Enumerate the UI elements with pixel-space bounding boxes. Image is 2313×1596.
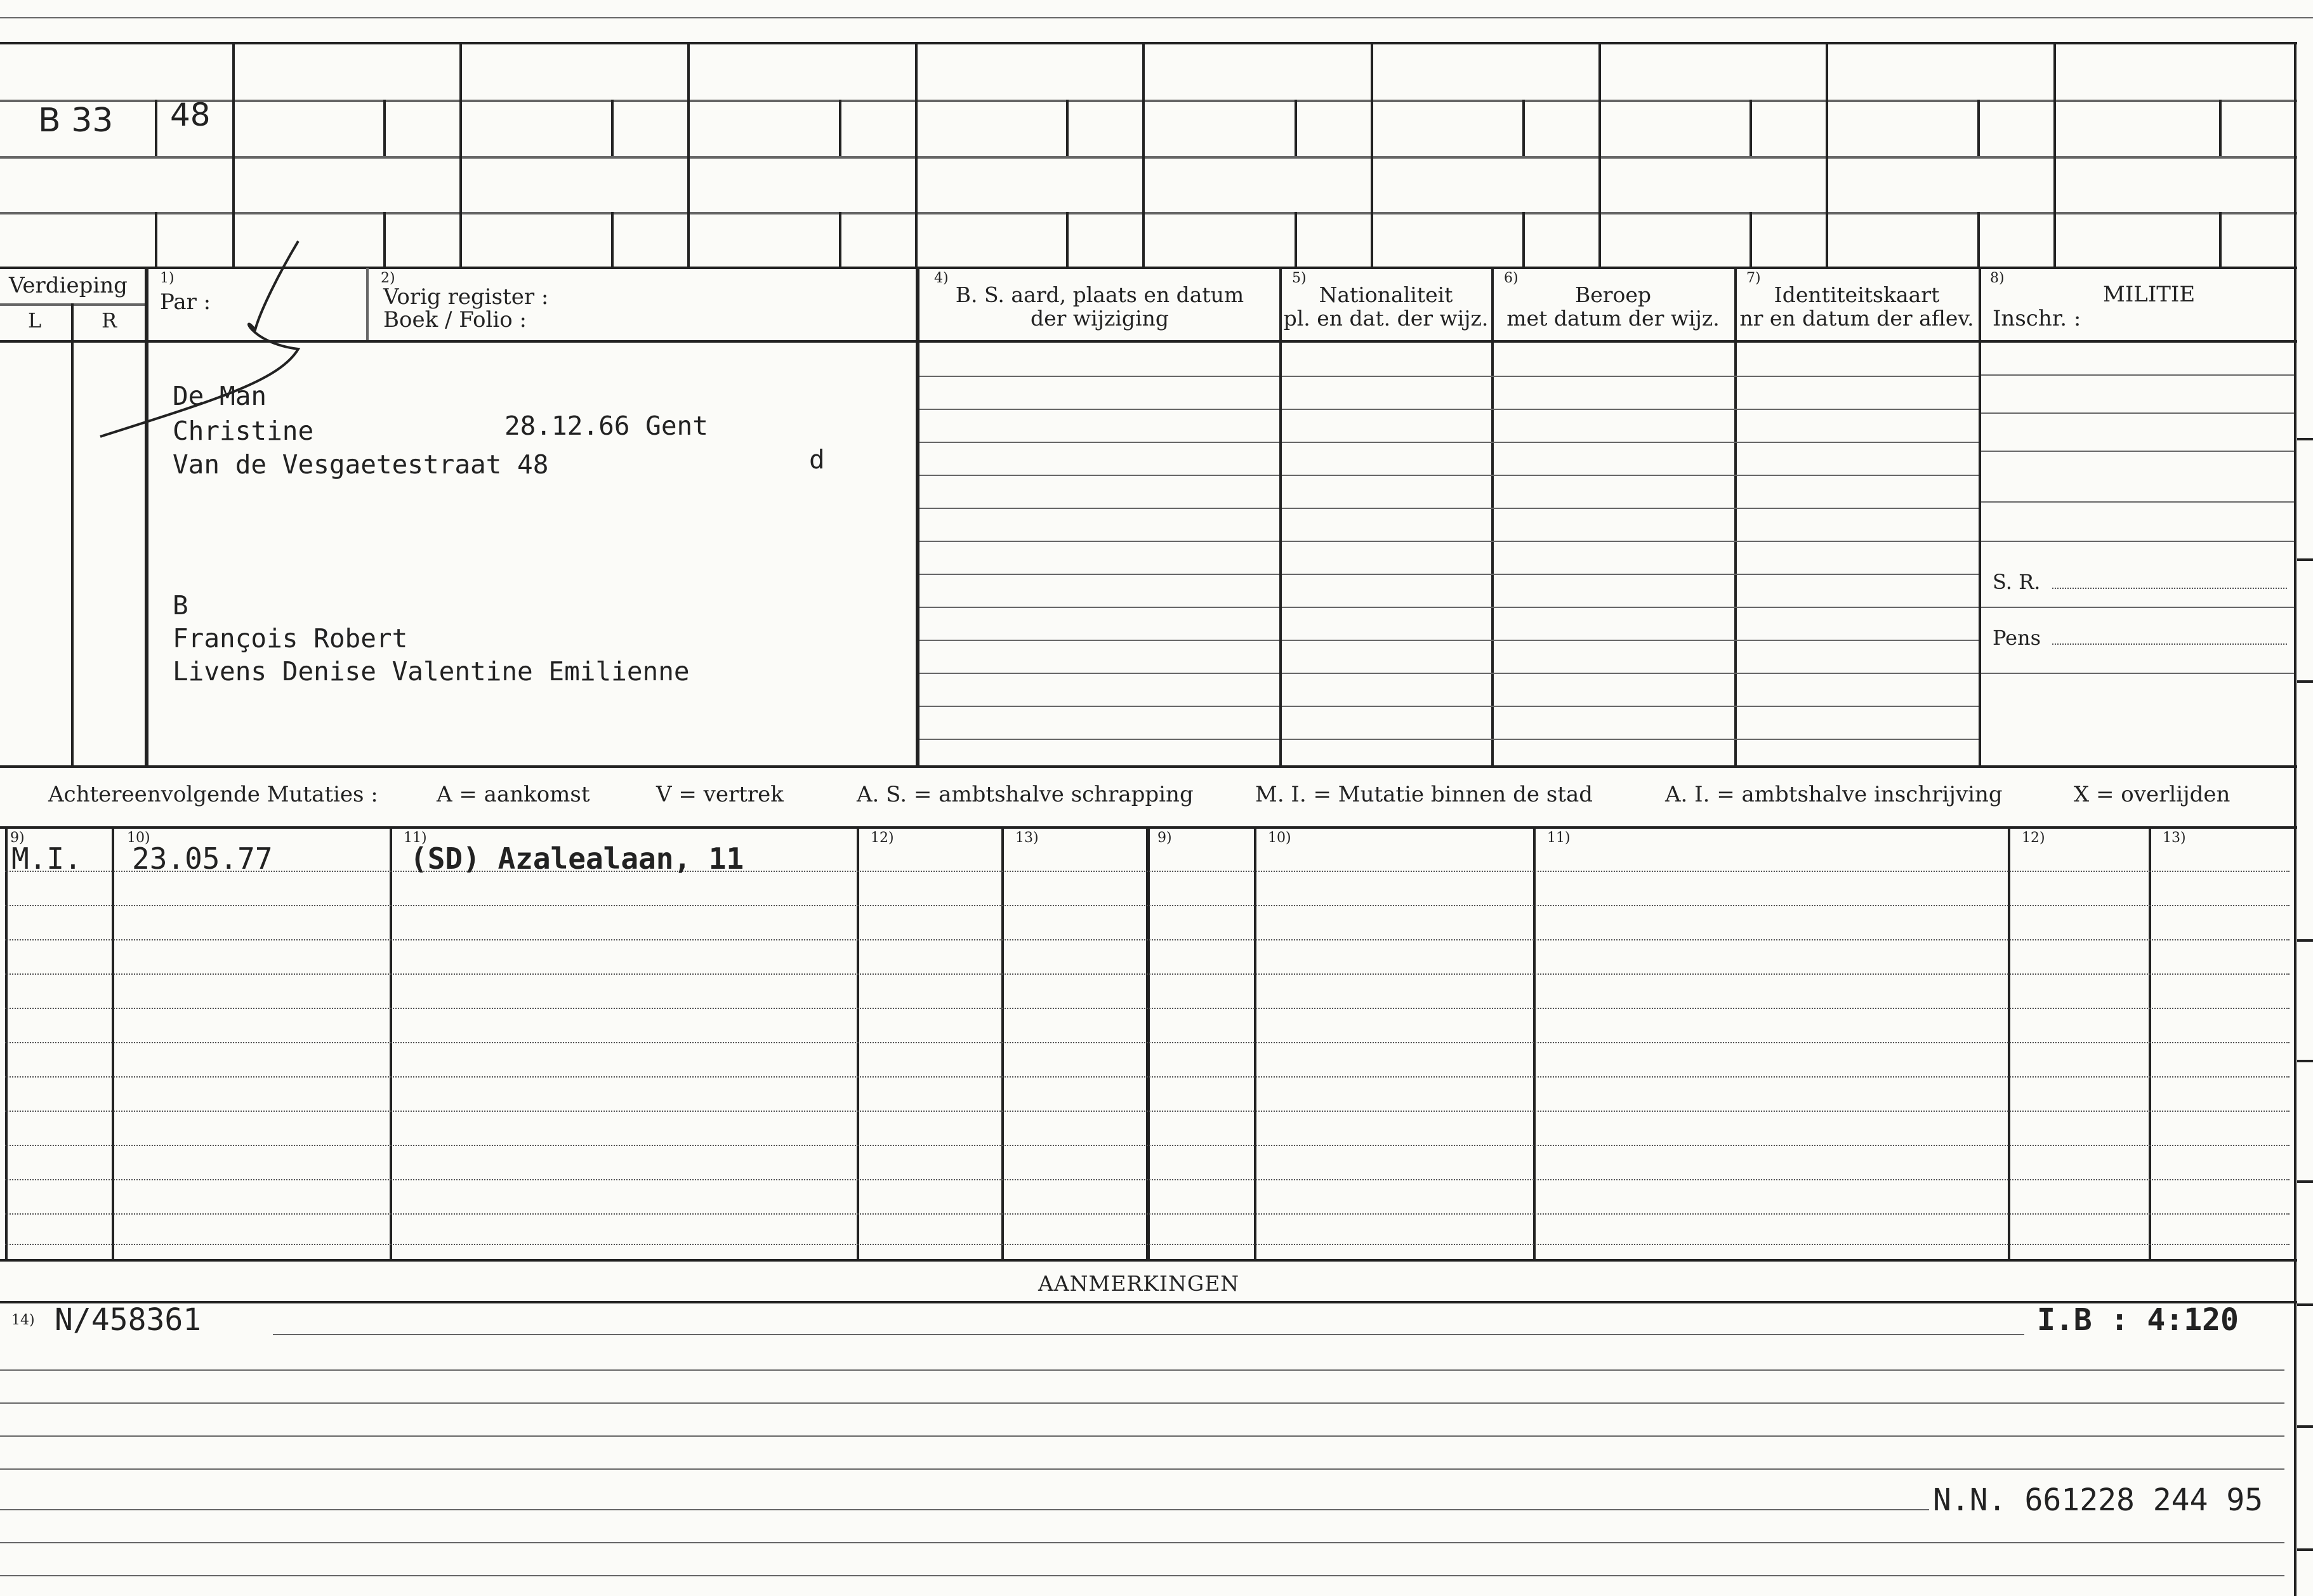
edge-tick <box>2297 1548 2313 1551</box>
grid-tick <box>611 100 614 156</box>
id-number: 48 <box>170 96 211 133</box>
header-nat-line2: pl. en dat. der wijz. <box>1283 306 1489 331</box>
row-line <box>1282 607 1979 608</box>
person-father: François Robert <box>173 623 408 654</box>
mut-vline <box>857 826 859 1260</box>
grid-tick <box>1977 212 1980 268</box>
edge-tick <box>2297 438 2313 440</box>
row-line <box>1282 409 1979 410</box>
legend-a: A = aankomst <box>437 782 590 807</box>
legend-x: X = overlijden <box>2074 782 2231 807</box>
field-number: 2) <box>381 270 395 286</box>
mut-col-number: 10) <box>1268 830 1291 846</box>
grid-tick <box>2219 100 2222 156</box>
field-number: 14) <box>11 1312 35 1328</box>
edge-tick <box>2297 558 2313 561</box>
grid-vline <box>459 42 462 268</box>
mut-col-number: 12) <box>871 830 894 846</box>
mutation-date: 23.05.77 <box>132 841 273 876</box>
header-bs-line1: B. S. aard, plaats en datum <box>955 282 1244 307</box>
grid-vline <box>687 42 690 268</box>
mut-row-line <box>5 1244 2290 1245</box>
right-border <box>2294 42 2297 1596</box>
edge-tick <box>2297 1060 2313 1062</box>
grid-vline-bold <box>916 268 919 767</box>
row-line <box>1282 376 1979 377</box>
grid-vline <box>1491 268 1494 767</box>
legend-ai: A. I. = ambtshalve inschrijving <box>1665 782 2003 807</box>
edge-tick <box>2297 680 2313 683</box>
row-line <box>919 409 1279 410</box>
grid-tick <box>1066 212 1069 268</box>
field-number: 4) <box>934 270 949 286</box>
row-line <box>1282 739 1979 740</box>
edge-tick <box>2297 1303 2313 1306</box>
remark-line <box>0 1575 2284 1576</box>
mut-col-number: 9) <box>10 830 25 846</box>
row-line <box>1282 640 1979 641</box>
mut-col-number: 11) <box>404 830 427 846</box>
mut-col-number: 9) <box>1157 830 1172 846</box>
row-line <box>919 673 1279 674</box>
row-line <box>919 739 1279 740</box>
grid-line <box>0 100 2297 102</box>
mut-row-line <box>5 973 2290 975</box>
header-beroep-line1: Beroep <box>1574 282 1652 307</box>
grid-tick <box>839 212 841 268</box>
label-verdieping: Verdieping <box>9 273 128 298</box>
row-line <box>919 640 1279 641</box>
row-line <box>1981 501 2294 503</box>
header-nat-line1: Nationaliteit <box>1319 282 1453 307</box>
label-pens: Pens <box>1993 626 2041 650</box>
grid-line <box>0 765 2297 768</box>
label-sr: S. R. <box>1993 570 2041 594</box>
grid-vline <box>1279 268 1282 767</box>
remark-line <box>0 1509 1929 1510</box>
legend-title: Achtereenvolgende Mutaties : <box>48 782 378 807</box>
row-line <box>919 574 1279 575</box>
aanmerkingen-title: AANMERKINGEN <box>1038 1271 1240 1296</box>
mut-vline <box>1001 826 1004 1260</box>
grid-vline <box>915 42 918 268</box>
mut-vline <box>390 826 392 1260</box>
person-address: Van de Vesgaetestraat 48 <box>173 449 549 480</box>
mut-row-line <box>5 1145 2290 1146</box>
mut-row-line <box>5 871 2290 872</box>
grid-vline <box>1826 42 1828 268</box>
grid-vline <box>1142 42 1145 268</box>
field-number: 7) <box>1746 270 1761 286</box>
edge-tick <box>2297 939 2313 942</box>
person-b-label: B <box>173 590 188 621</box>
grid-tick <box>1750 100 1752 156</box>
remark-line <box>0 1542 2284 1543</box>
mut-row-line <box>5 1179 2290 1180</box>
mut-row-line <box>5 1213 2290 1215</box>
row-line <box>1981 541 2294 542</box>
mut-row-line <box>5 1042 2290 1043</box>
grid-vline <box>71 303 74 767</box>
row-line <box>919 706 1279 707</box>
mut-row-line <box>5 939 2290 940</box>
remark-line <box>0 1435 2284 1437</box>
row-line <box>919 475 1279 476</box>
grid-tick <box>1066 100 1069 156</box>
grid-tick <box>611 212 614 268</box>
header-identiteitskaart <box>1736 283 1977 330</box>
mut-vline <box>1533 826 1536 1260</box>
grid-vline <box>1598 42 1601 268</box>
mut-col-number: 12) <box>2022 830 2045 846</box>
pens-line <box>2052 643 2287 645</box>
grid-vline <box>2053 42 2056 268</box>
grid-line <box>0 156 2297 159</box>
sr-line <box>2052 588 2287 589</box>
id-code: B 33 <box>38 102 114 140</box>
row-line <box>1282 541 1979 542</box>
header-beroep <box>1494 283 1732 330</box>
row-line <box>919 607 1279 608</box>
grid-tick <box>383 212 386 268</box>
edge-tick <box>2297 1425 2313 1428</box>
row-line <box>1981 412 2294 414</box>
mutation-type: M.I. <box>11 841 82 876</box>
label-vorig-register: Vorig register : <box>383 284 549 310</box>
remark-ref: N/458361 <box>55 1302 202 1338</box>
mut-col-number: 13) <box>2163 830 2186 846</box>
remark-nn: N.N. 661228 244 95 <box>1933 1482 2264 1518</box>
legend-mi: M. I. = Mutatie binnen de stad <box>1255 782 1593 807</box>
mut-col-number: 11) <box>1547 830 1571 846</box>
row-line <box>1981 673 2294 674</box>
grid-tick <box>1522 212 1525 268</box>
field-number: 8) <box>1990 270 2005 286</box>
header-id-line1: Identiteitskaart <box>1774 282 1940 307</box>
mut-vline <box>2149 826 2151 1260</box>
row-line <box>1282 706 1979 707</box>
mut-vline-bold <box>1146 826 1150 1260</box>
remark-line <box>0 1468 2284 1470</box>
mut-vline <box>2008 826 2010 1260</box>
grid-vline <box>1371 42 1373 268</box>
mut-row-line <box>5 905 2290 906</box>
strike-through-mark <box>89 235 317 444</box>
grid-tick <box>1522 100 1525 156</box>
row-line <box>1282 442 1979 443</box>
mutation-address: (SD) Azalealaan, 11 <box>410 841 744 876</box>
header-bs <box>921 283 1278 330</box>
scan-edge <box>0 17 2313 18</box>
grid-tick <box>1750 212 1752 268</box>
mut-vline <box>1254 826 1256 1260</box>
header-bs-line2: der wijziging <box>1031 306 1169 331</box>
mut-col-number: 10) <box>127 830 150 846</box>
grid-tick <box>1295 212 1297 268</box>
mut-vline <box>112 826 114 1260</box>
grid-line <box>0 267 2297 269</box>
mut-col-number: 13) <box>1015 830 1039 846</box>
person-mark: d <box>809 444 825 475</box>
label-militie: MILITIE <box>2103 282 2196 307</box>
legend-v: V = vertrek <box>656 782 784 807</box>
grid-vline <box>1734 268 1737 767</box>
mut-row-line <box>5 1076 2290 1078</box>
grid-tick <box>839 100 841 156</box>
field-number: 6) <box>1504 270 1519 286</box>
remark-line <box>273 1334 2024 1335</box>
row-line <box>919 376 1279 377</box>
label-inschr: Inschr. : <box>1993 306 2081 331</box>
person-surname: De Man <box>173 381 267 411</box>
label-boek-folio: Boek / Folio : <box>383 307 527 333</box>
row-line <box>1981 607 2294 608</box>
grid-tick <box>383 100 386 156</box>
grid-line <box>0 340 2297 343</box>
header-beroep-line2: met datum der wijz. <box>1506 306 1720 331</box>
remark-line <box>0 1369 2284 1371</box>
grid-vline <box>366 268 369 340</box>
field-number: 5) <box>1292 270 1307 286</box>
row-line <box>919 442 1279 443</box>
remark-line <box>0 1402 2284 1404</box>
label-l: L <box>28 308 42 333</box>
row-line <box>919 508 1279 509</box>
row-line <box>1282 508 1979 509</box>
row-line <box>1282 574 1979 575</box>
header-nationaliteit <box>1282 283 1490 330</box>
label-par: Par : <box>160 289 211 315</box>
mut-vline <box>5 826 8 1260</box>
top-border <box>0 42 2297 44</box>
grid-vline <box>1979 268 1981 767</box>
mut-row-line <box>5 1008 2290 1009</box>
grid-tick <box>1295 100 1297 156</box>
grid-tick <box>1977 100 1980 156</box>
field-number: 1) <box>160 270 175 286</box>
row-line <box>919 541 1279 542</box>
id-separator <box>155 102 157 154</box>
edge-tick <box>2297 1180 2313 1183</box>
person-mother: Livens Denise Valentine Emilienne <box>173 656 690 687</box>
mut-row-line <box>5 1111 2290 1112</box>
row-line <box>1981 451 2294 452</box>
legend-as: A. S. = ambtshalve schrapping <box>857 782 1194 807</box>
row-line <box>1282 673 1979 674</box>
remark-ib: I.B : 4:120 <box>2037 1302 2239 1338</box>
person-firstname: Christine <box>173 416 314 446</box>
person-birth: 28.12.66 Gent <box>504 411 708 441</box>
grid-line <box>0 1301 2297 1303</box>
grid-vline <box>232 42 235 268</box>
label-r: R <box>102 308 117 333</box>
row-line <box>1282 475 1979 476</box>
header-id-line2: nr en datum der aflev. <box>1739 306 1974 331</box>
row-line <box>1981 374 2294 376</box>
grid-tick <box>2219 212 2222 268</box>
grid-line <box>0 212 2297 214</box>
